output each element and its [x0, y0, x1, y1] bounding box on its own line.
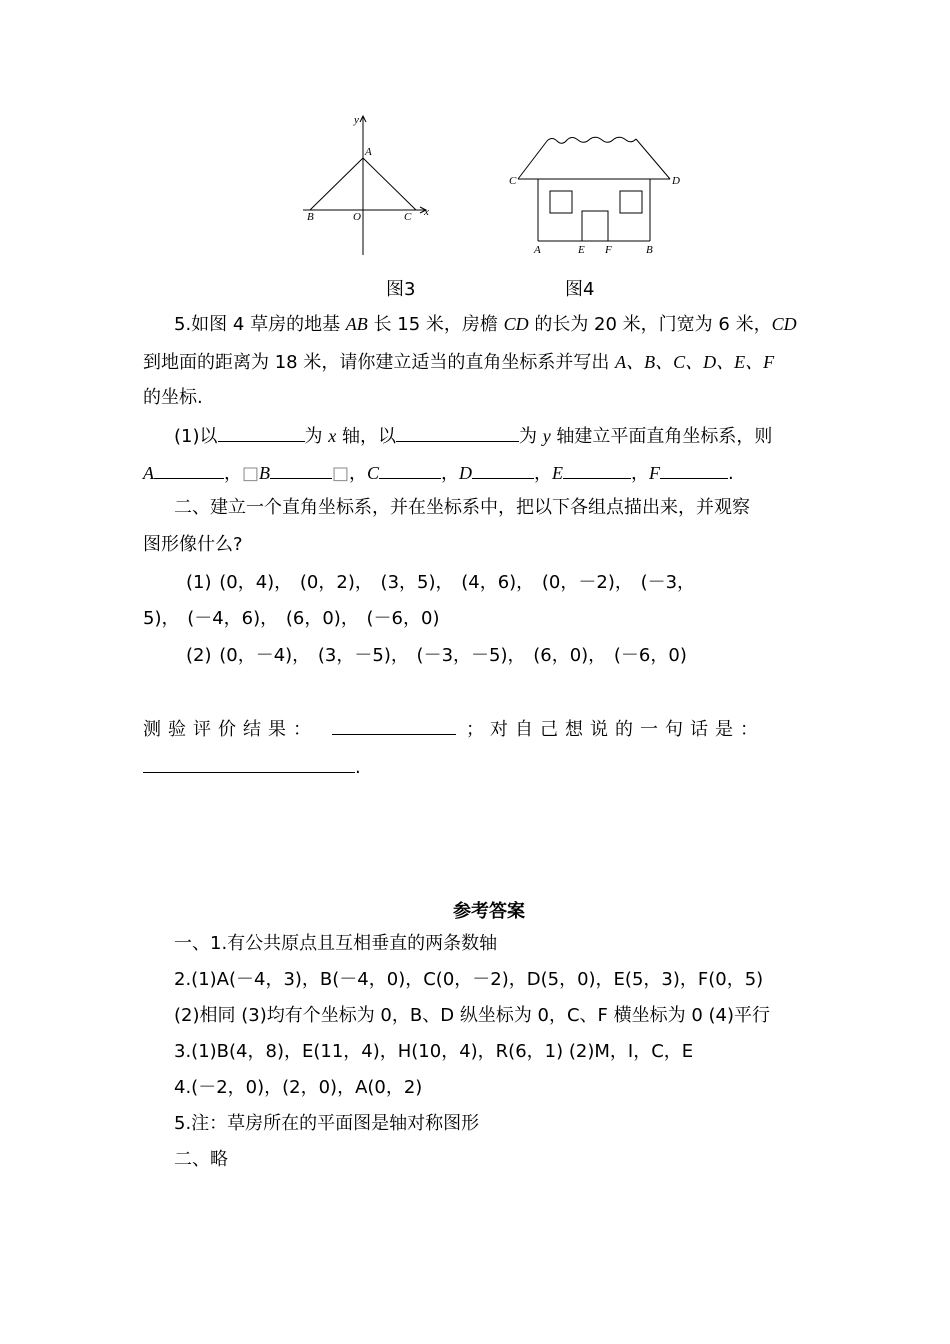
figure-3-diagram: [298, 110, 438, 260]
blank-a[interactable]: [154, 460, 224, 479]
label-d: D: [672, 175, 680, 187]
label-b: B: [646, 244, 653, 256]
figure-3-caption: 图3: [386, 279, 416, 300]
label-b: B: [307, 211, 314, 223]
answer-5: 5.注：草房所在的平面图是轴对称图形: [174, 1113, 480, 1134]
figure-4-caption: 图4: [565, 279, 595, 300]
answers-title: 参考答案: [453, 901, 525, 922]
label-a: A: [534, 244, 541, 256]
blank-c[interactable]: [379, 460, 441, 479]
label-c: C: [509, 175, 517, 187]
section-2-points-1-line-2: 5)， (－4，6)， (6，0)， (－6，0): [143, 608, 440, 629]
label-e: E: [578, 244, 585, 256]
answer-2: 2.(1)A(－4，3)，B(－4，0)，C(0，－2)，D(5，0)，E(5，3)，F(0，5): [174, 969, 764, 990]
blank-e[interactable]: [563, 460, 631, 479]
answer-3: 3.(1)B(4，8)，E(11，4)，H(10，4)，R(6，1) (2)M，I，C，E: [174, 1041, 694, 1062]
blank-x-axis[interactable]: [218, 423, 305, 442]
label-f: F: [605, 244, 612, 256]
section-2-points-1-line-1: (1) (0，4)， (0，2)， (3，5)， (4，6)， (0，－2)， (－3，: [186, 572, 696, 593]
blank-b[interactable]: [270, 460, 332, 479]
problem-5-line-2: 到地面的距离为 18 米，请你建立适当的直角坐标系并写出 A、B、C、D、E、F: [143, 352, 775, 373]
answer-2-continued: (2)相同 (3)均有个坐标为 0，B、D 纵坐标为 0，C、F 横坐标为 0 (4)平行: [174, 1005, 771, 1026]
evaluation-line-1: 测验评价结果： ； 对自己想说的一句话是：: [143, 716, 765, 742]
evaluation-result-blank[interactable]: [332, 716, 456, 735]
segment-ac: [363, 158, 416, 210]
roof-left: [518, 141, 547, 179]
section-2-points-2: (2) (0，－4)， (3，－5)， (－3，－5)， (6，0)， (－6，0): [186, 645, 687, 666]
section-2-heading-line-2: 图形像什么?: [143, 534, 243, 555]
window-left: [550, 191, 572, 213]
door: [582, 211, 608, 241]
segment-ba: [310, 158, 363, 210]
answer-section-2: 二、略: [174, 1149, 228, 1170]
problem-5-question-1: (1)以 为 x 轴，以 为 y 轴建立平面直角坐标系，则: [174, 423, 772, 449]
roof-right: [636, 139, 670, 179]
evaluation-line-2: .: [143, 754, 361, 780]
window-right: [620, 191, 642, 213]
label-a: A: [365, 146, 372, 158]
blank-d[interactable]: [472, 460, 534, 479]
section-2-heading-line-1: 二、建立一个直角坐标系，并在坐标系中，把以下各组点描出来，并观察: [174, 497, 750, 518]
answer-1: 一、1.有公共原点且互相垂直的两条数轴: [174, 933, 498, 954]
thatch-roof-top: [547, 137, 636, 143]
blank-y-axis[interactable]: [396, 423, 519, 442]
problem-5-answers-line: A ，□B □，C ，D ，E ，F .: [143, 460, 734, 486]
label-y: y: [354, 114, 359, 126]
label-c: C: [404, 211, 412, 223]
label-x: x: [424, 206, 429, 218]
figure-4-diagram: [500, 125, 700, 260]
blank-f[interactable]: [660, 460, 728, 479]
label-o: O: [353, 211, 361, 223]
self-comment-blank[interactable]: [143, 754, 355, 773]
problem-5-line-3: 的坐标.: [143, 387, 203, 408]
answer-4: 4.(－2，0)，(2，0)，A(0，2): [174, 1077, 423, 1098]
problem-5-line-1: 5.如图 4 草房的地基 AB 长 15 米，房檐 CD 的长为 20 米，门宽为 6 米，CD: [174, 314, 797, 335]
